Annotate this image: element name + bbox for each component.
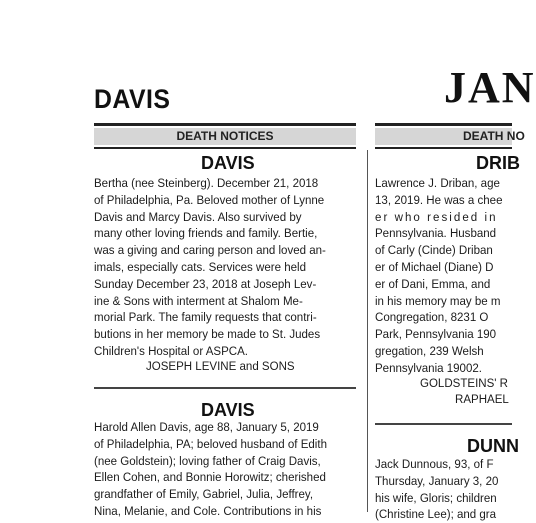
notice-line: in his memory may be m xyxy=(375,293,501,308)
notice-line: 13, 2019. He was a chee xyxy=(375,192,503,207)
page-header-month: JAN xyxy=(444,63,536,112)
page-header-title: DAVIS xyxy=(94,84,171,114)
column-divider xyxy=(367,150,368,512)
notice-line: gregation, 239 Welsh xyxy=(375,343,484,358)
notice-title: DRIB xyxy=(476,153,520,173)
right-column-top-rule xyxy=(375,123,512,126)
notice-line: Ellen Cohen, and Bonnie Horowitz; cherished xyxy=(94,470,326,485)
notice-line: Thursday, January 3, 20 xyxy=(375,473,499,488)
notice-line: his wife, Gloris; children xyxy=(375,490,497,505)
notice-signature: RAPHAEL xyxy=(455,392,509,406)
notice-line: Sunday December 23, 2018 at Joseph Lev- xyxy=(94,276,317,291)
notice-line: Pennsylvania. Husband xyxy=(375,226,497,241)
notice-line: Davis and Marcy Davis. Also survived by xyxy=(94,209,302,224)
notice-separator xyxy=(94,387,356,389)
notice-line: Park, Pennsylvania 190 xyxy=(375,327,497,342)
notice-line: Pennsylvania 19002. xyxy=(375,360,482,375)
right-section-header xyxy=(375,128,525,145)
notice-separator xyxy=(375,423,512,425)
notice-line: butions in her memory be made to St. Judes xyxy=(94,327,321,342)
notice-line: imals, especially cats. Services were held xyxy=(94,259,306,274)
left-column-top-rule xyxy=(94,123,356,126)
left-section-header: DEATH NOTICES xyxy=(94,128,356,145)
right-section-underline xyxy=(375,147,512,149)
notice-line: Bertha (nee Steinberg). December 21, 2018 xyxy=(94,176,319,190)
notice-line: (nee Goldstein); loving father of Craig Davis, xyxy=(94,453,321,468)
notice-line: morial Park. The family requests that contri- xyxy=(94,310,317,325)
notice-line: many other loving friends and family. Bertie, xyxy=(94,226,318,241)
notice-signature: GOLDSTEINS' R xyxy=(420,376,509,390)
notice-body xyxy=(375,175,502,377)
notice-title: DAVIS xyxy=(201,153,255,173)
notice-line: er of Michael (Diane) D xyxy=(375,259,494,274)
notice-line: (Christine Lee); and gra xyxy=(375,507,497,522)
notice-line: er who resided in xyxy=(375,209,498,224)
notice-line: Harold Allen Davis, age 88, January 5, 2019 xyxy=(94,420,319,434)
notice-line: Nina, Melanie, and Cole. Contributions in his xyxy=(94,503,322,518)
notice-body xyxy=(375,456,498,523)
notice-line: of Philadelphia, PA; beloved husband of Edith xyxy=(94,436,327,451)
notice-line: Jack Dunnous, 93, of F xyxy=(375,457,494,471)
notice-line: er of Dani, Emma, and xyxy=(375,276,491,291)
notice-line: ine & Sons with interment at Shalom Me- xyxy=(94,293,303,308)
right-section-label: DEATH NO xyxy=(463,129,525,143)
notice-line: Lawrence J. Driban, age xyxy=(375,176,500,190)
left-section-underline xyxy=(94,147,356,149)
notice-title: DAVIS xyxy=(201,400,255,420)
notice-line: grandfather of Emily, Gabriel, Julia, Jeffrey, xyxy=(94,487,314,502)
notice-signature: JOSEPH LEVINE and SONS xyxy=(146,359,295,373)
notice-line: was a giving and caring person and loved an- xyxy=(94,243,326,258)
notice-line: of Philadelphia, Pa. Beloved mother of Lynne xyxy=(94,192,325,207)
notice-body xyxy=(94,419,327,520)
notice-body xyxy=(94,175,326,360)
notice-title: DUNN xyxy=(467,436,519,456)
notice-line: Children's Hospital or ASPCA. xyxy=(94,343,249,358)
notice-line: of Carly (Cinde) Driban xyxy=(375,243,493,258)
notice-line: Congregation, 8231 O xyxy=(375,310,489,325)
